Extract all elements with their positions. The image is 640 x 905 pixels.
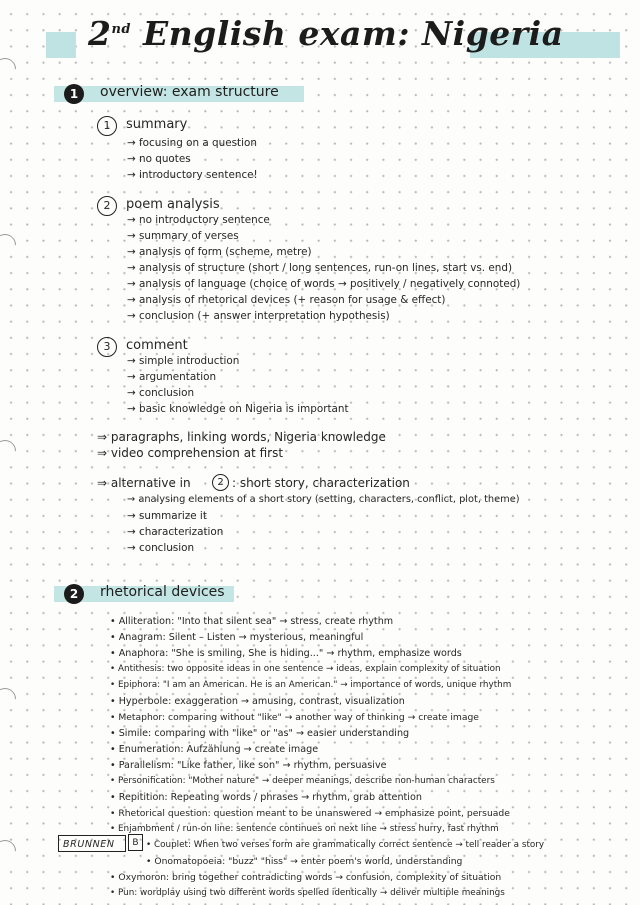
poem-item: → analysis of structure (short / long sentences, run-on lines, start vs. end) (127, 262, 513, 274)
device-line: • Enjambment / run-on line: sentence continues on next line → stress hurry, fast rhythm (110, 824, 499, 834)
brand-stamp: BRUNNEN (58, 835, 126, 852)
comment-item: → conclusion (127, 387, 195, 399)
ring-hole (0, 229, 21, 260)
device-line: • Pun: wordplay using two different words spelled identically → deliver multiple meanings (110, 888, 505, 898)
alternative-number: 2 (212, 474, 229, 491)
device-line: • Epiphora: "I am an American. He is an American." → importance of words, unique rhythm (110, 680, 512, 690)
note-line: ⇒ paragraphs, linking words, Nigeria knowledge (97, 430, 386, 444)
device-line: • Anagram: Silent – Listen → mysterious, meaningful (110, 632, 364, 643)
summary-item: → focusing on a question (127, 137, 257, 149)
device-line: • Personification: "Mother nature" → deeper meanings, describe non-human characters (110, 776, 495, 786)
comment-item: → basic knowledge on Nigeria is important (127, 403, 349, 415)
alternative-rest: : short story, characterization (232, 476, 410, 490)
ring-hole (0, 435, 21, 466)
section-number-2: 2 (64, 584, 84, 604)
title-sup: nd (111, 22, 132, 37)
title-number: 2 (88, 14, 112, 53)
poem-item: → no introductory sentence (127, 214, 270, 226)
poem-item: → analysis of form (scheme, metre) (127, 246, 312, 258)
alternative-item: → analysing elements of a short story (setting, characters, conflict, plot, theme) (127, 494, 520, 505)
ring-hole (0, 683, 21, 714)
section-heading-1: overview: exam structure (100, 84, 279, 100)
device-line: • Metaphor: comparing without "like" → another way of thinking → create image (110, 712, 479, 723)
comment-item: → simple introduction (127, 355, 240, 367)
device-line: • Parallelism: "Like father, like son" → rhythm, persuasive (110, 760, 387, 771)
section-heading-2: rhetorical devices (100, 584, 225, 600)
device-line: • Anaphora: "She is smiling, She is hiding..." → rhythm, emphasize words (110, 648, 462, 659)
poem-item: → summary of verses (127, 230, 239, 242)
note-line: ⇒ video comprehension at first (97, 446, 284, 460)
device-line: • Onomatopoeia: "buzz" "hiss" → enter poem's world, understanding (146, 856, 463, 867)
poem-item: → conclusion (+ answer interpretation hypothesis) (127, 310, 390, 322)
title-highlight (46, 32, 76, 58)
alternative-prefix: ⇒ alternative in (97, 476, 191, 490)
section-number-1: 1 (64, 84, 84, 104)
poem-item: → analysis of rhetorical devices (+ reason for usage & effect) (127, 294, 446, 306)
device-line: • Oxymoron: bring together contradicting words → confusion, complexity of situation (110, 872, 502, 883)
device-line: • Repitition: Repeating words / phrases → rhythm, grab attention (110, 792, 422, 803)
subsection-title-poem: poem analysis (126, 197, 220, 212)
title-text: English exam: Nigeria (143, 14, 564, 53)
summary-item: → no quotes (127, 153, 191, 165)
device-line: • Couplet: When two verses form are grammatically correct sentence → tell reader a story (146, 840, 545, 850)
device-line: • Hyperbole: exaggeration → amusing, contrast, visualization (110, 696, 405, 707)
comment-item: → argumentation (127, 371, 217, 383)
subsection-title-comment: comment (126, 338, 188, 353)
alternative-item: → characterization (127, 526, 224, 538)
brand-logo-icon: B (128, 834, 143, 851)
device-line: • Enumeration: Aufzählung → create image (110, 744, 319, 755)
alternative-item: → conclusion (127, 542, 195, 554)
device-line: • Antithesis: two opposite ideas in one sentence → ideas, explain complexity of situation (110, 664, 501, 674)
ring-hole (0, 835, 21, 866)
device-line: • Alliteration: "Into that silent sea" → stress, create rhythm (110, 616, 394, 627)
device-line: • Simile: comparing with "like" or "as" → easier understanding (110, 728, 410, 739)
device-line: • Rhetorical question: question meant to be unanswered → emphasize point, persuade (110, 808, 510, 819)
alternative-item: → summarize it (127, 510, 207, 522)
subsection-number: 2 (97, 196, 117, 216)
summary-item: → introductory sentence! (127, 169, 258, 181)
subsection-number: 1 (97, 116, 117, 136)
page-title (88, 14, 564, 53)
subsection-title-summary: summary (126, 117, 188, 132)
subsection-number: 3 (97, 337, 117, 357)
ring-hole (0, 53, 21, 84)
poem-item: → analysis of language (choice of words → positively / negatively connoted) (127, 278, 521, 290)
